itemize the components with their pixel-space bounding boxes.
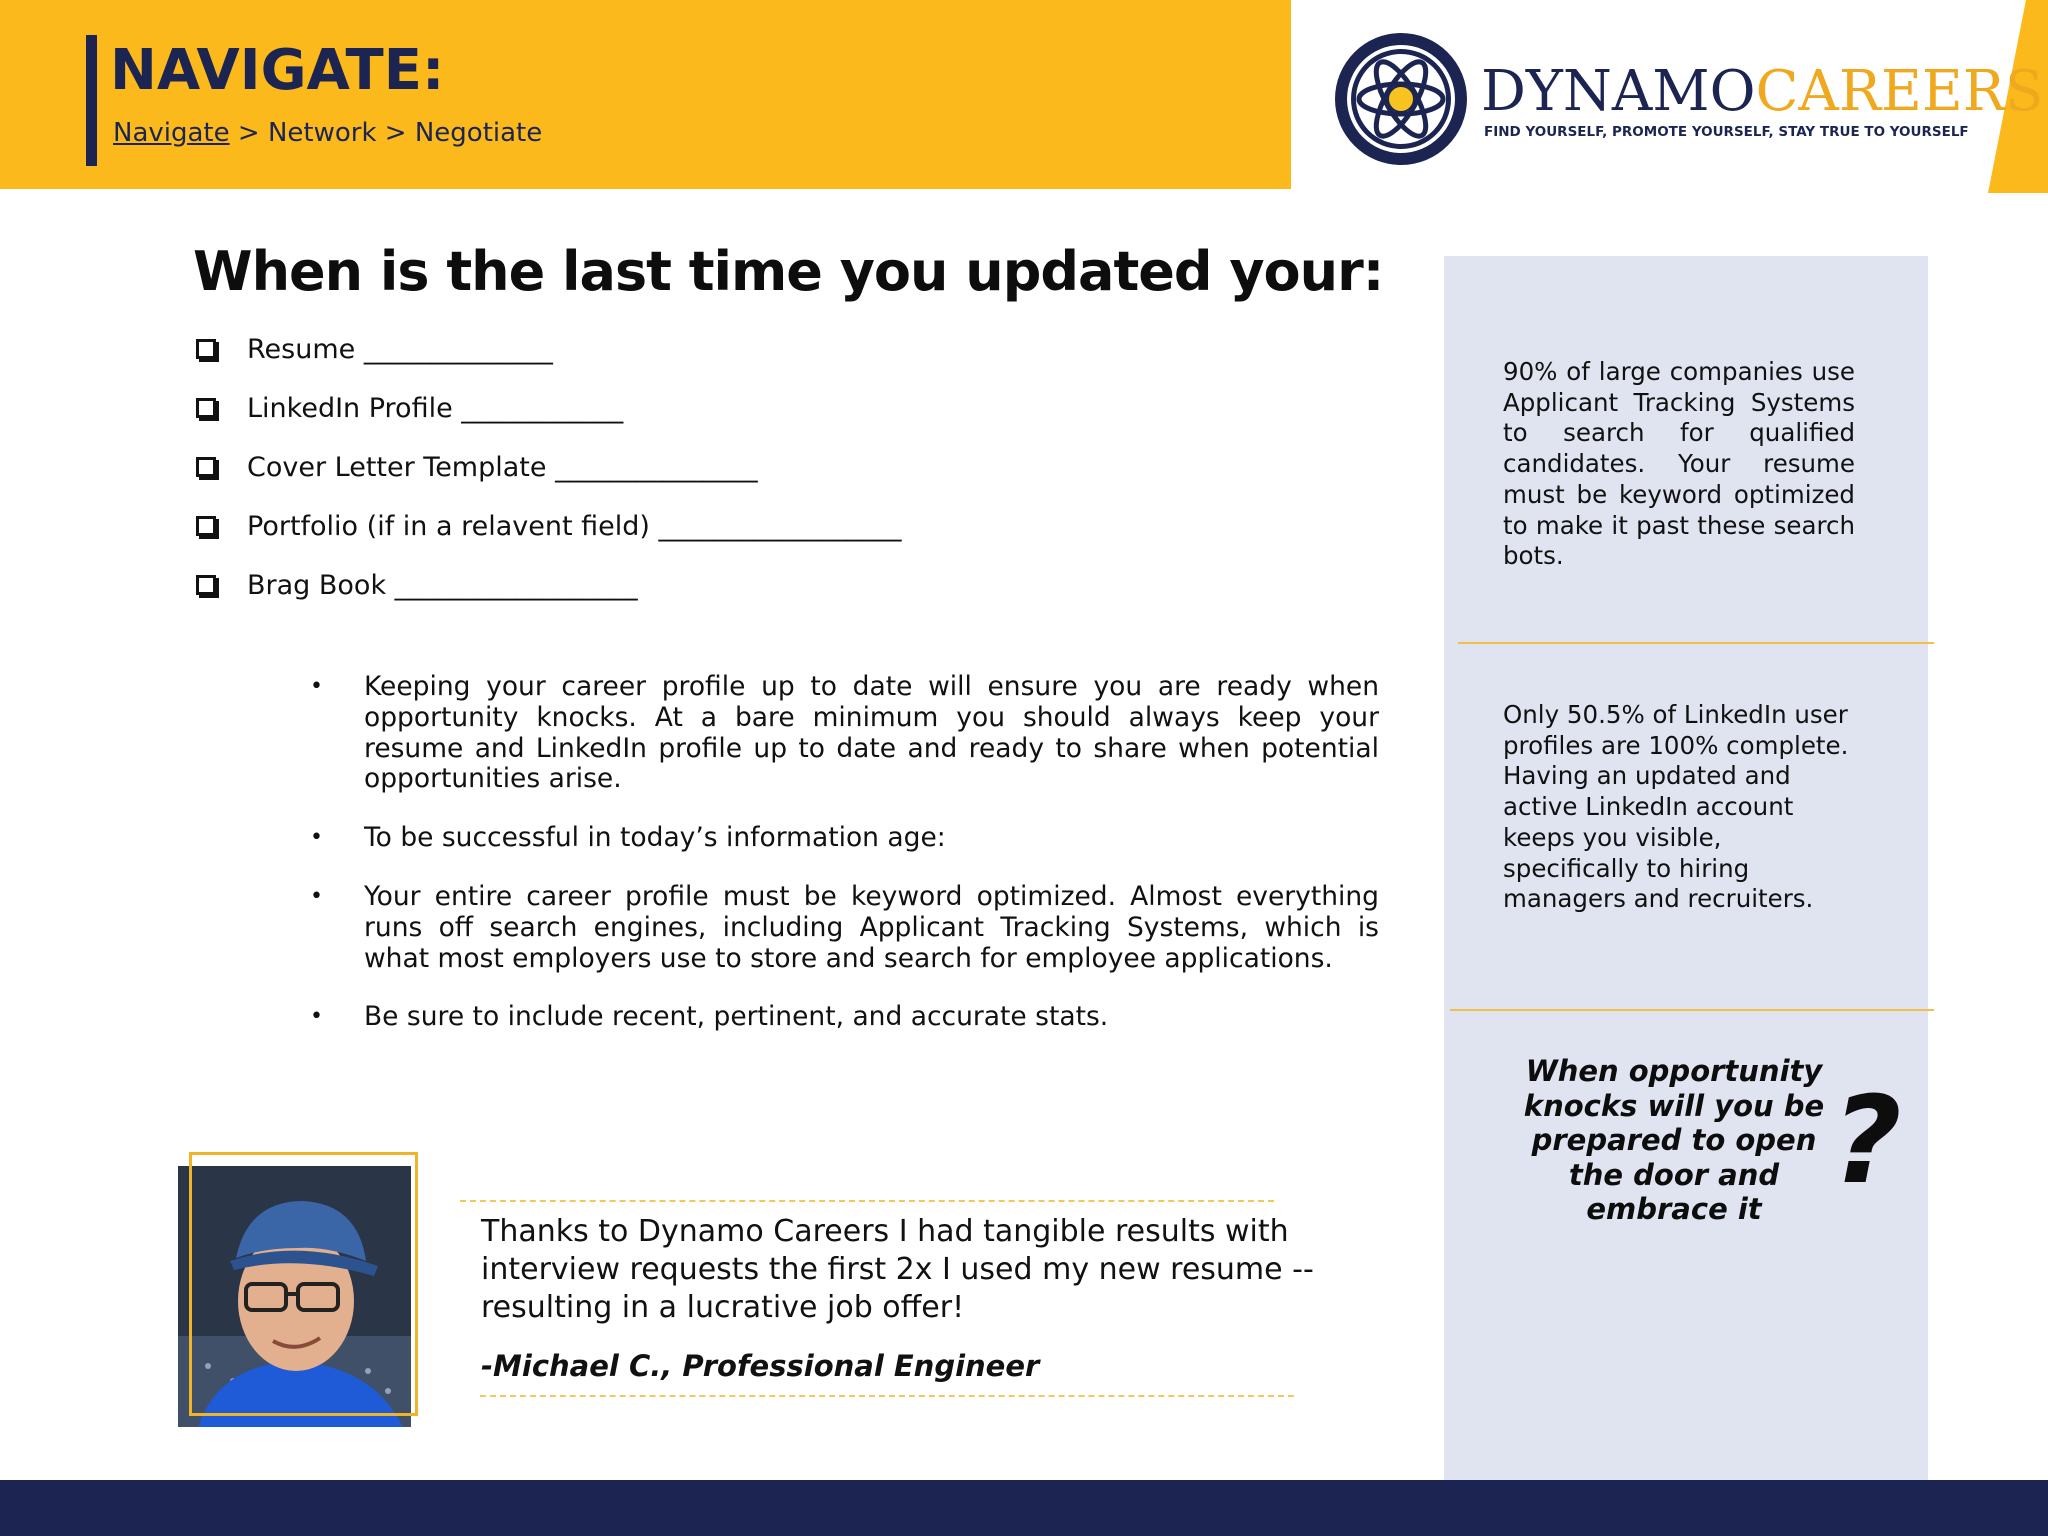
- dynamo-atom-logo-icon: [1332, 30, 1470, 168]
- bullet-dot-icon: •: [310, 674, 323, 699]
- advice-bullets: [306, 672, 1379, 1061]
- bullet-item: [306, 882, 1379, 974]
- page-title: NAVIGATE:: [110, 38, 445, 103]
- footer-bar: [0, 1480, 2048, 1536]
- quote-divider-bottom: [480, 1395, 1294, 1397]
- breadcrumb-separator: >: [237, 118, 260, 148]
- sidebar-divider: [1458, 642, 1934, 644]
- bullet-dot-icon: •: [310, 825, 323, 851]
- bullet-item: [306, 672, 1379, 795]
- bullet-dot-icon: •: [310, 883, 323, 909]
- update-checklist: [196, 334, 902, 629]
- checklist-item-label: Brag Book __________________: [247, 570, 638, 601]
- breadcrumb-navigate-link[interactable]: Navigate: [113, 118, 230, 148]
- checklist-item-label: Cover Letter Template _______________: [247, 452, 758, 483]
- logo-tagline: FIND YOURSELF, PROMOTE YOURSELF, STAY TRUE TO YOURSELF: [1484, 124, 1969, 140]
- breadcrumb-separator: >: [384, 118, 407, 148]
- checkbox-icon[interactable]: [196, 457, 216, 477]
- main-heading: When is the last time you updated your:: [193, 240, 1384, 303]
- bullet-text: Your entire career profile must be keyword optimized. Almost everything runs off search engines, including Applicant Tracking Systems, which is what most employers use to store and search for employee applications.: [364, 880, 1379, 974]
- checklist-item-label: LinkedIn Profile ____________: [247, 393, 624, 424]
- logo-wordmark: [1481, 59, 2044, 124]
- quote-divider-top: [460, 1200, 1274, 1202]
- bullet-text: Keeping your career profile up to date will ensure you are ready when opportunity knocks. At a bare minimum you should always keep your resume and LinkedIn profile up to date and ready to share when potential opportunities arise.: [364, 671, 1379, 795]
- opportunity-prompt: When opportunity knocks will you be prepared to open the door and embrace it: [1523, 1054, 1825, 1226]
- sidebar-divider: [1450, 1009, 1934, 1011]
- checklist-item: [196, 511, 902, 570]
- bullet-text: Be sure to include recent, pertinent, and accurate stats.: [364, 1001, 1109, 1033]
- checkbox-icon[interactable]: [196, 398, 216, 418]
- ats-stat-text: 90% of large companies use Applicant Tracking Systems to search for qualified candidates. Your resume must be keyword optimized to make it past these search bots.: [1503, 357, 1855, 571]
- bullet-item: [306, 823, 1379, 854]
- checkbox-icon[interactable]: [196, 575, 216, 595]
- testimonial-author: -Michael C., Professional Engineer: [481, 1349, 1040, 1383]
- breadcrumb-negotiate: Negotiate: [414, 118, 543, 148]
- question-mark-icon: ?: [1832, 1072, 1902, 1211]
- testimonial-quote: Thanks to Dynamo Careers I had tangible results with interview requests the first 2x I used my new resume -- resulting in a lucrative job offer!: [481, 1214, 1314, 1325]
- checklist-item-label: Portfolio (if in a relavent field) __________________: [247, 511, 902, 542]
- checkbox-icon[interactable]: [196, 516, 216, 536]
- bullet-text: To be successful in today’s information age:: [364, 822, 946, 854]
- linkedin-stat-text: Only 50.5% of LinkedIn user profiles are 100% complete. Having an updated and active LinkedIn account keeps you visible, specifically to hiring managers and recruiters.: [1503, 700, 1849, 914]
- logo-word-dynamo: DYNAMO: [1481, 59, 1756, 124]
- checklist-item: [196, 570, 902, 629]
- logo-word-careers: CAREERS: [1755, 59, 2044, 124]
- checklist-item-label: Resume ______________: [247, 334, 553, 365]
- photo-frame: [189, 1152, 418, 1416]
- bullet-dot-icon: •: [310, 1004, 323, 1030]
- bullet-item: [306, 1002, 1379, 1033]
- checkbox-icon[interactable]: [196, 339, 216, 359]
- breadcrumb-network: Network: [267, 118, 377, 148]
- checklist-item: [196, 452, 902, 511]
- checklist-item: [196, 393, 902, 452]
- checklist-item: [196, 334, 902, 393]
- breadcrumb: [113, 118, 542, 148]
- header-accent-rule: [86, 35, 97, 166]
